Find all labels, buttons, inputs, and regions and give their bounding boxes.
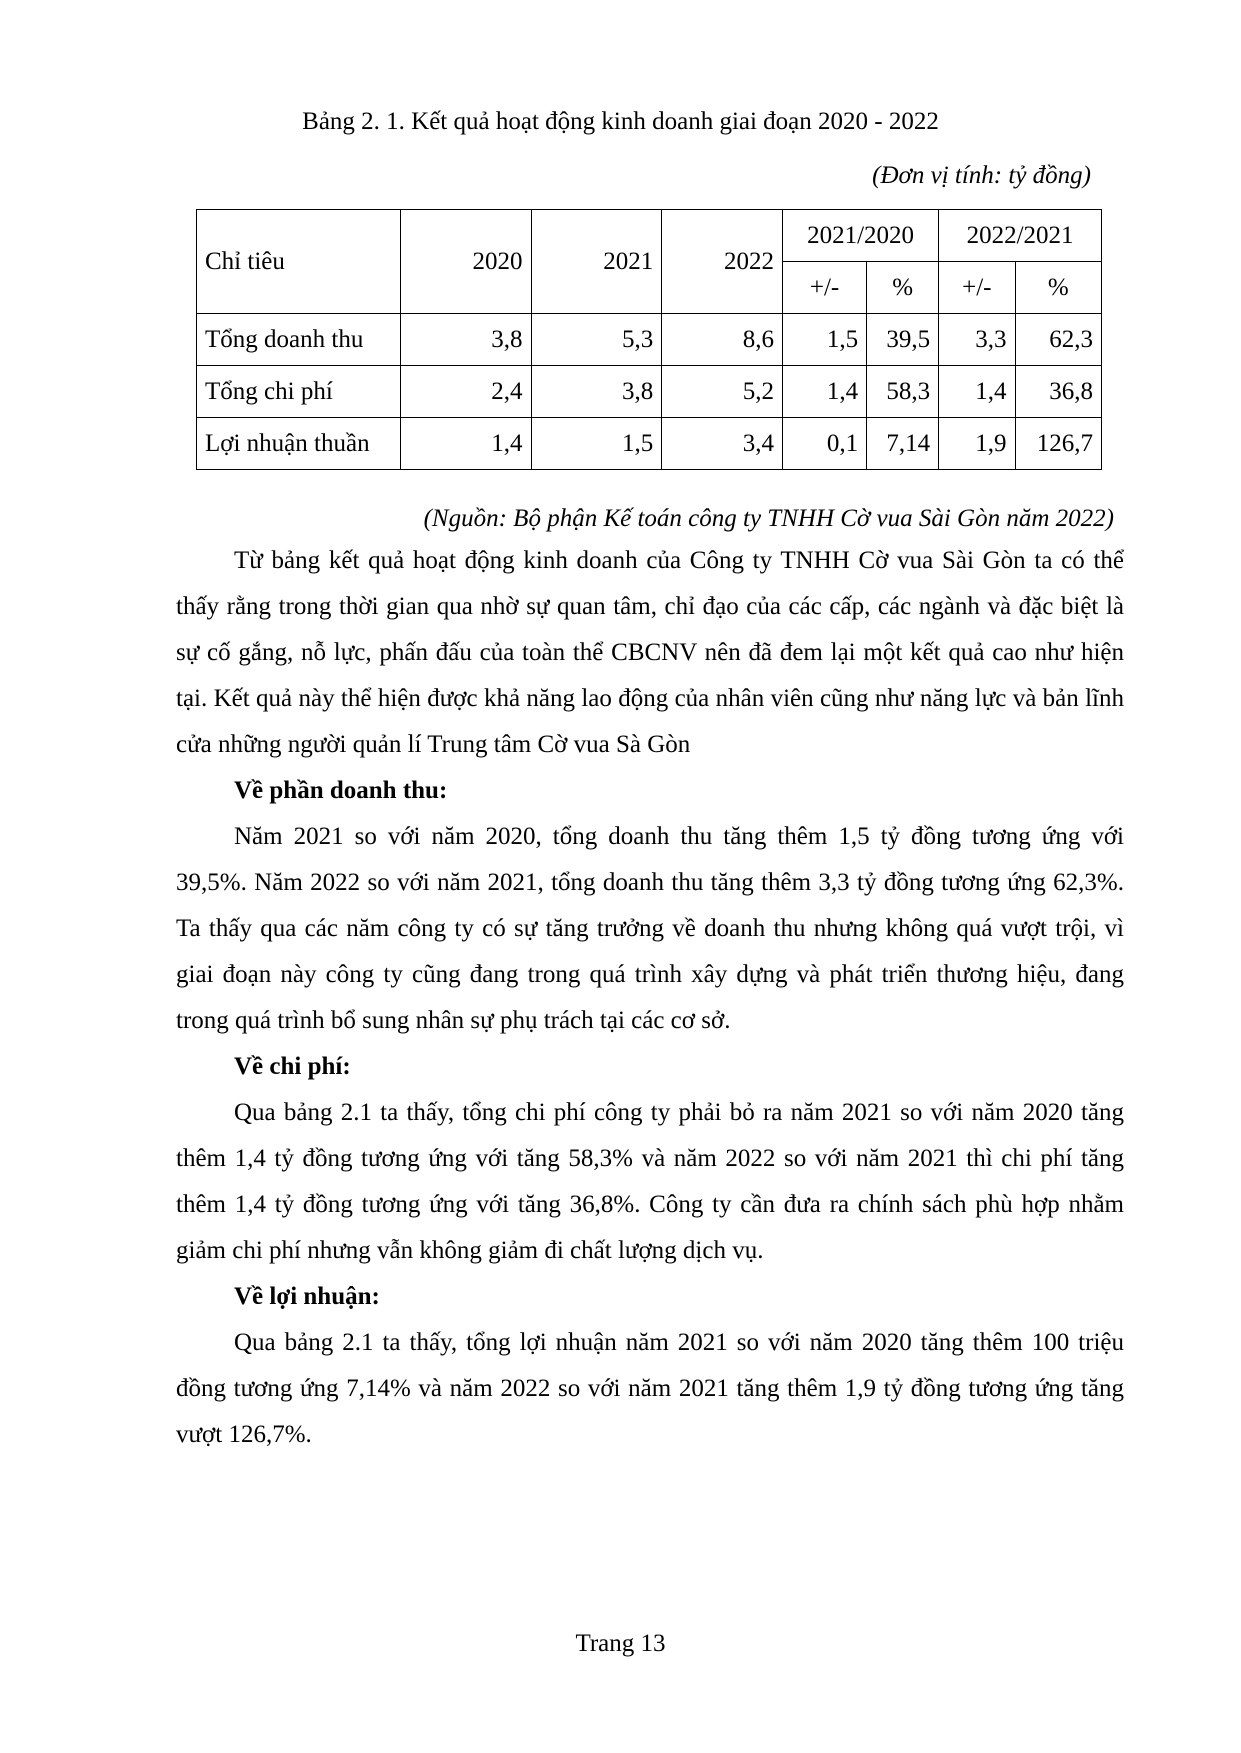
table-cell: 126,7 <box>1015 418 1101 470</box>
revenue-heading: Về phần doanh thu: <box>234 777 448 804</box>
table-cell: 1,5 <box>782 314 866 366</box>
table-cell: 36,8 <box>1015 366 1101 418</box>
subheader-cell: % <box>867 262 939 314</box>
table-row <box>197 366 1102 418</box>
revenue-paragraph: Năm 2021 so với năm 2020, tổng doanh thu tăng thêm 1,5 tỷ đồng tương ứng với 39,5%. Năm 2022 so với năm 2021, tổng doanh thu tăng thêm 3,3 tỷ đồng tương ứng 62,3%. Ta thấy qua các năm công ty có sự tăng trưởng về doanh thu nhưng không quá vượt trội, vì giai đoạn này công ty cũng đang trong quá trình xây dựng và phát triển thương hiệu, đang trong quá trình bổ sung nhân sự phụ trách tại các cơ sở. <box>176 823 1124 1034</box>
table-cell: 1,9 <box>939 418 1015 470</box>
unit-note: (Đơn vị tính: tỷ đồng) <box>872 162 1091 189</box>
subheader-cell: +/- <box>939 262 1015 314</box>
table-cell: 1,4 <box>782 366 866 418</box>
row-label: Tổng chi phí <box>197 366 401 418</box>
row-label: Lợi nhuận thuần <box>197 418 401 470</box>
subheader-cell: % <box>1015 262 1101 314</box>
business-results-table <box>196 209 1102 470</box>
table-cell: 8,6 <box>662 314 783 366</box>
cost-paragraph: Qua bảng 2.1 ta thấy, tổng chi phí công ty phải bỏ ra năm 2021 so với năm 2020 tăng thêm 1,4 tỷ đồng tương ứng với tăng 58,3% và năm 2022 so với năm 2021 thì chi phí tăng thêm 1,4 tỷ đồng tương ứng với tăng 36,8%. Công ty cần đưa ra chính sách phù hợp nhằm giảm chi phí nhưng vẫn không giảm đi chất lượng dịch vụ. <box>176 1099 1124 1264</box>
table-cell: 1,4 <box>939 366 1015 418</box>
table-cell: 1,4 <box>400 418 531 470</box>
table-header-row <box>197 210 1102 262</box>
table-caption: Bảng 2. 1. Kết quả hoạt động kinh doanh giai đoạn 2020 - 2022 <box>302 108 939 135</box>
header-compare-group: 2021/2020 <box>782 210 938 262</box>
table-cell: 3,3 <box>939 314 1015 366</box>
table-cell: 2,4 <box>400 366 531 418</box>
table-cell: 0,1 <box>782 418 866 470</box>
source-note: (Nguồn: Bộ phận Kế toán công ty TNHH Cờ vua Sài Gòn năm 2022) <box>423 505 1114 532</box>
header-year: 2020 <box>400 210 531 314</box>
table-cell: 5,2 <box>662 366 783 418</box>
table-cell: 5,3 <box>531 314 662 366</box>
body-text <box>176 538 1124 1458</box>
table-cell: 1,5 <box>531 418 662 470</box>
cost-heading: Về chi phí: <box>234 1053 351 1080</box>
table-cell: 58,3 <box>867 366 939 418</box>
subheader-cell: +/- <box>782 262 866 314</box>
table-cell: 3,8 <box>531 366 662 418</box>
row-label: Tổng doanh thu <box>197 314 401 366</box>
table-row <box>197 314 1102 366</box>
table-cell: 39,5 <box>867 314 939 366</box>
intro-paragraph: Từ bảng kết quả hoạt động kinh doanh của Công ty TNHH Cờ vua Sài Gòn ta có thể thấy rằng trong thời gian qua nhờ sự quan tâm, chỉ đạo của các cấp, các ngành và đặc biệt là sự cố gắng, nỗ lực, phấn đấu của toàn thể CBCNV nên đã đem lại một kết quả cao như hiện tại. Kết quả này thể hiện được khả năng lao động của nhân viên cũng như năng lực và bản lĩnh cửa những người quản lí Trung tâm Cờ vua Sà Gòn <box>176 547 1124 758</box>
table-row <box>197 418 1102 470</box>
header-compare-group: 2022/2021 <box>939 210 1102 262</box>
table-cell: 3,4 <box>662 418 783 470</box>
table-cell: 62,3 <box>1015 314 1101 366</box>
header-year: 2022 <box>662 210 783 314</box>
profit-paragraph: Qua bảng 2.1 ta thấy, tổng lợi nhuận năm 2021 so với năm 2020 tăng thêm 100 triệu đồng tương ứng 7,14% và năm 2022 so với năm 2021 tăng thêm 1,9 tỷ đồng tương ứng tăng vượt 126,7%. <box>176 1329 1124 1448</box>
page-number: Trang 13 <box>575 1630 666 1657</box>
header-year: 2021 <box>531 210 662 314</box>
table-cell: 7,14 <box>867 418 939 470</box>
header-indicator: Chỉ tiêu <box>197 210 401 314</box>
table-cell: 3,8 <box>400 314 531 366</box>
profit-heading: Về lợi nhuận: <box>234 1283 380 1310</box>
